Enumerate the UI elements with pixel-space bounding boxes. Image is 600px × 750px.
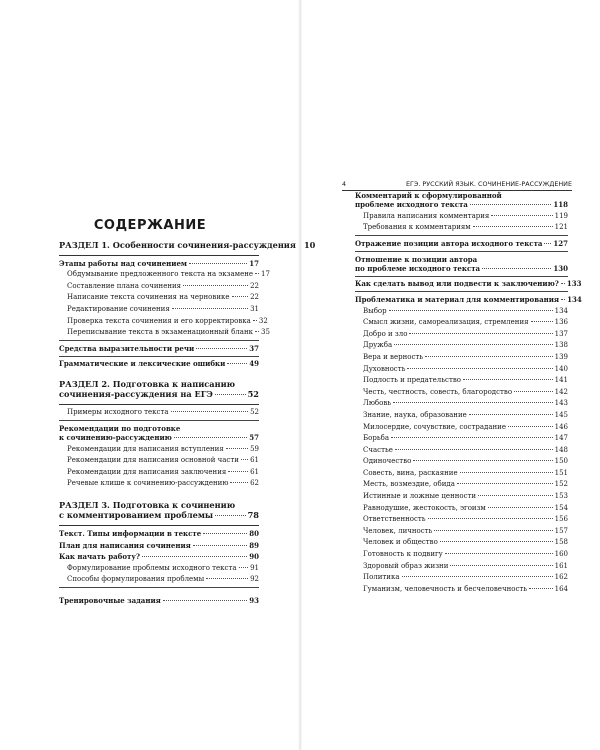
toc-entry[interactable]: Одиночество 150 — [363, 457, 568, 466]
toc-entry[interactable]: Отражение позиции автора исходного текста 127 — [355, 238, 568, 248]
page-number: 4 — [342, 180, 347, 188]
toc-entry[interactable]: Любовь 143 — [363, 399, 568, 408]
toc-entry[interactable]: к сочинению-рассуждению 57 — [59, 432, 259, 442]
toc-entry[interactable]: Месть, возмездие, обида 152 — [363, 480, 568, 489]
toc-entry[interactable]: Этапы работы над сочинением 17 — [59, 258, 259, 268]
section-2-heading-line2[interactable]: сочинения-рассуждения на ЕГЭ 52 — [59, 389, 259, 400]
toc-entry-line1: Отношение к позиции автора — [355, 254, 478, 264]
toc-entry[interactable]: Проверка текста сочинения и его корректировка 32 — [67, 316, 268, 325]
toc-entry[interactable]: Честь, честность, совесть, благородство 142 — [363, 387, 568, 396]
group-rule — [59, 420, 259, 421]
toc-entry[interactable]: Подлость и предательство 141 — [363, 376, 568, 385]
toc-title: СОДЕРЖАНИЕ — [93, 218, 207, 233]
toc-entry[interactable]: Вера и верность 139 — [363, 352, 568, 361]
toc-entry-line1: Комментарий к сформулированной — [355, 191, 502, 200]
toc-entry[interactable]: Выбор 134 — [363, 306, 568, 315]
toc-entry[interactable]: Переписывание текста в экзаменационный бланк 35 — [67, 328, 270, 337]
toc-entry[interactable]: Тренировочные задания 93 — [59, 596, 259, 606]
toc-entry[interactable]: Как начать работу? 90 — [59, 552, 259, 562]
toc-entry[interactable]: Правила написания комментария 119 — [363, 211, 568, 220]
toc-entry[interactable]: Духовность 140 — [363, 364, 568, 373]
group-rule — [59, 587, 259, 588]
group-rule — [355, 291, 568, 292]
group-rule — [59, 340, 259, 341]
toc-entry[interactable]: Как сделать вывод или подвести к заключению? 133 — [355, 279, 582, 289]
toc-entry[interactable]: Равнодушие, жестокость, эгоизм 154 — [363, 503, 568, 512]
toc-entry[interactable]: Примеры исходного текста 52 — [67, 407, 259, 416]
toc-entry[interactable]: проблеме исходного текста 118 — [355, 200, 568, 209]
section-rule — [59, 404, 259, 405]
toc-entry[interactable]: Счастье 148 — [363, 445, 568, 454]
toc-entry[interactable]: Способы формулирования проблемы 92 — [67, 575, 259, 584]
section-3-heading: РАЗДЕЛ 3. Подготовка к сочинению — [59, 500, 236, 511]
group-rule — [355, 235, 568, 236]
toc-entry-line1: Рекомендации по подготовке — [59, 423, 181, 433]
toc-entry[interactable]: Обдумывание предложенного текста на экзамене 17 — [67, 270, 270, 279]
toc-entry[interactable]: Редактирование сочинения 31 — [67, 304, 259, 313]
toc-entry[interactable]: Рекомендации для написания основной части 61 — [67, 456, 259, 465]
running-head-title: ЕГЭ. РУССКИЙ ЯЗЫК. СОЧИНЕНИЕ-РАССУЖДЕНИЕ — [405, 180, 572, 188]
toc-right — [355, 191, 582, 594]
toc-entry[interactable]: по проблеме исходного текста 130 — [355, 263, 568, 273]
toc-entry[interactable]: Формулирование проблемы исходного текста 91 — [67, 563, 259, 572]
toc-entry[interactable]: Требования к комментариям 121 — [363, 223, 568, 232]
toc-entry[interactable]: Политика 162 — [363, 573, 568, 582]
toc-entry[interactable]: Рекомендации для написания вступления 59 — [67, 444, 259, 453]
section-2-heading: РАЗДЕЛ 2. Подготовка к написанию — [59, 379, 236, 390]
toc-entry[interactable]: Добро и зло 137 — [363, 329, 568, 338]
toc-entry[interactable]: Дружба 138 — [363, 341, 568, 350]
toc-entry[interactable]: Речевые клише к сочинению-рассуждению 62 — [67, 479, 259, 488]
toc-entry[interactable]: Гуманизм, человечность и бесчеловечность 164 — [363, 584, 568, 593]
toc-entry[interactable]: Борьба 147 — [363, 434, 568, 443]
toc-entry[interactable]: Человек и общество 158 — [363, 538, 568, 547]
toc-entry[interactable]: Рекомендации для написания заключения 61 — [67, 467, 259, 476]
toc-entry[interactable]: Написание текста сочинения на черновике 22 — [67, 293, 259, 302]
toc-entry[interactable]: Здоровый образ жизни 161 — [363, 561, 568, 570]
toc-entry[interactable]: Проблематика и материал для комментирования 134 — [355, 294, 582, 304]
toc-entry[interactable]: Текст. Типы информации в тексте 80 — [59, 528, 259, 538]
toc-entry[interactable]: Милосердие, сочувствие, сострадание 146 — [363, 422, 568, 431]
group-rule — [355, 276, 568, 277]
toc-entry[interactable]: Знание, наука, образование 145 — [363, 410, 568, 419]
toc-entry[interactable]: Составление плана сочинения 22 — [67, 281, 259, 290]
toc-entry[interactable]: Грамматические и лексические ошибки 49 — [59, 359, 259, 369]
group-rule — [355, 251, 568, 252]
section-1-heading[interactable]: РАЗДЕЛ 1. Особенности сочинения-рассуждения 10 — [59, 240, 316, 250]
toc-entry[interactable]: Смысл жизни, самореализация, стремления 136 — [363, 318, 568, 327]
toc-entry[interactable]: Совесть, вина, раскаяние 151 — [363, 468, 568, 477]
group-rule — [59, 356, 259, 357]
toc-entry[interactable]: Ответственность 156 — [363, 515, 568, 524]
toc-entry[interactable]: Человек, личность 157 — [363, 526, 568, 535]
toc-entry[interactable]: Истинные и ложные ценности 153 — [363, 492, 568, 501]
section-3-heading-line2[interactable]: с комментированием проблемы 78 — [59, 510, 259, 521]
running-head — [342, 180, 572, 188]
section-rule — [59, 525, 259, 526]
toc-left — [59, 240, 316, 606]
right-page — [300, 0, 600, 750]
toc-entry[interactable]: План для написания сочинения 89 — [59, 540, 259, 550]
toc-entry[interactable]: Готовность к подвигу 160 — [363, 550, 568, 559]
section-rule — [59, 255, 259, 256]
toc-entry[interactable]: Средства выразительности речи 37 — [59, 343, 259, 353]
